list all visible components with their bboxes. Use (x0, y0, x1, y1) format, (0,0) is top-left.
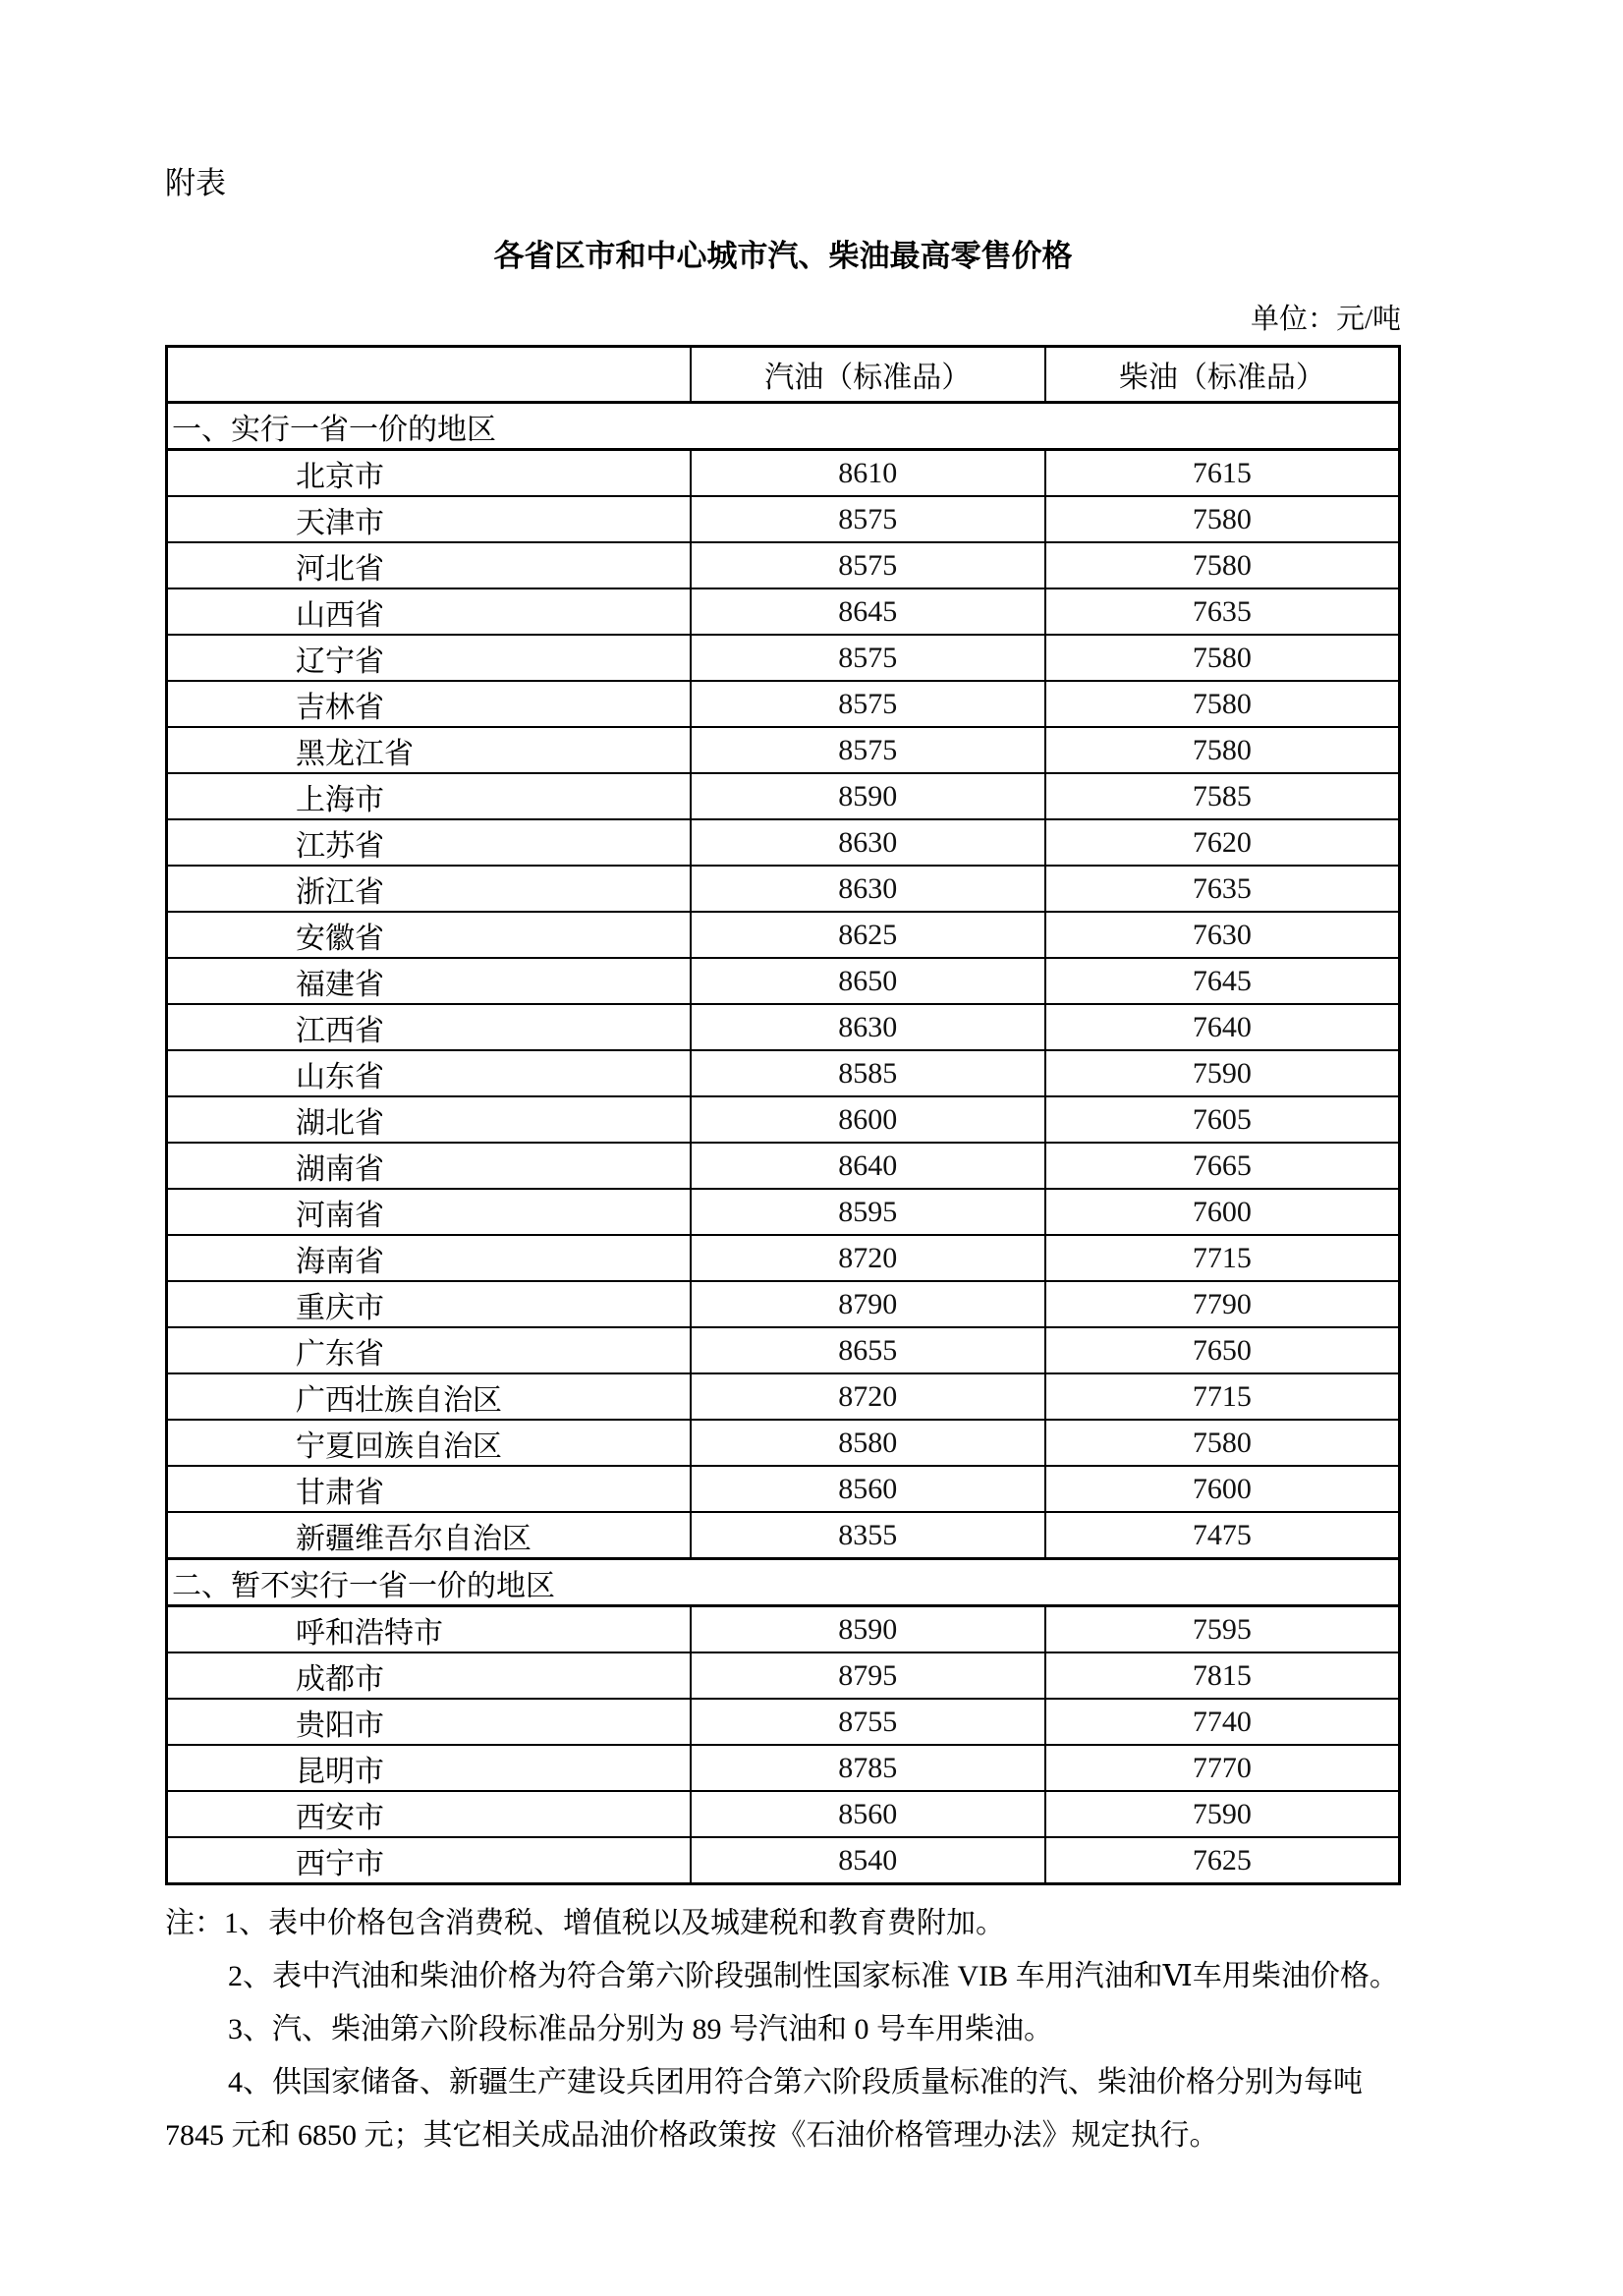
region-cell: 西安市 (167, 1791, 691, 1837)
annex-label: 附表 (165, 166, 226, 200)
gasoline-price-cell: 8645 (691, 588, 1045, 635)
table-row (167, 819, 1400, 866)
region-cell: 呼和浩特市 (167, 1606, 691, 1653)
gasoline-price-cell: 8795 (691, 1652, 1045, 1699)
region-cell: 北京市 (167, 450, 691, 497)
diesel-price-cell: 7635 (1045, 588, 1400, 635)
gasoline-price-cell: 8785 (691, 1745, 1045, 1791)
region-cell: 黑龙江省 (167, 727, 691, 773)
table-row (167, 1143, 1400, 1189)
page-title: 各省区市和中心城市汽、柴油最高零售价格 (493, 239, 1073, 274)
note-line: 2、表中汽油和柴油价格为符合第六阶段强制性国家标准 VIB 车用汽油和Ⅵ车用柴油价格。 (228, 1960, 1399, 1993)
column-header-diesel: 柴油（标准品） (1045, 347, 1400, 403)
table-row (167, 1791, 1400, 1837)
table-row (167, 1327, 1400, 1373)
table-row (167, 1512, 1400, 1559)
region-cell: 浙江省 (167, 866, 691, 912)
note-line: 注：1、表中价格包含消费税、增值税以及城建税和教育费附加。 (165, 1907, 1005, 1940)
section-header: 二、暂不实行一省一价的地区 (167, 1559, 1400, 1606)
table-row (167, 1745, 1400, 1791)
table-row (167, 635, 1400, 681)
table-row (167, 1466, 1400, 1512)
diesel-price-cell: 7580 (1045, 496, 1400, 542)
region-cell: 湖北省 (167, 1096, 691, 1143)
table-row (167, 542, 1400, 588)
notes-block (165, 1897, 1401, 2162)
diesel-price-cell: 7625 (1045, 1837, 1400, 1884)
diesel-price-cell: 7630 (1045, 912, 1400, 958)
gasoline-price-cell: 8650 (691, 958, 1045, 1004)
diesel-price-cell: 7815 (1045, 1652, 1400, 1699)
table-row (167, 727, 1400, 773)
region-cell: 广东省 (167, 1327, 691, 1373)
gasoline-price-cell: 8580 (691, 1420, 1045, 1466)
table-row (167, 496, 1400, 542)
diesel-price-cell: 7665 (1045, 1143, 1400, 1189)
region-cell: 西宁市 (167, 1837, 691, 1884)
diesel-price-cell: 7615 (1045, 450, 1400, 497)
diesel-price-cell: 7715 (1045, 1373, 1400, 1420)
region-cell: 湖南省 (167, 1143, 691, 1189)
diesel-price-cell: 7770 (1045, 1745, 1400, 1791)
region-cell: 辽宁省 (167, 635, 691, 681)
price-table-body (167, 403, 1400, 1884)
diesel-price-cell: 7790 (1045, 1281, 1400, 1327)
diesel-price-cell: 7580 (1045, 681, 1400, 727)
region-cell: 甘肃省 (167, 1466, 691, 1512)
gasoline-price-cell: 8640 (691, 1143, 1045, 1189)
table-row (167, 1420, 1400, 1466)
table-row (167, 773, 1400, 819)
diesel-price-cell: 7645 (1045, 958, 1400, 1004)
gasoline-price-cell: 8355 (691, 1512, 1045, 1559)
table-row (167, 681, 1400, 727)
gasoline-price-cell: 8540 (691, 1837, 1045, 1884)
diesel-price-cell: 7595 (1045, 1606, 1400, 1653)
diesel-price-cell: 7640 (1045, 1004, 1400, 1050)
gasoline-price-cell: 8755 (691, 1699, 1045, 1745)
region-cell: 山西省 (167, 588, 691, 635)
table-row (167, 1373, 1400, 1420)
region-cell: 昆明市 (167, 1745, 691, 1791)
region-cell: 海南省 (167, 1235, 691, 1281)
gasoline-price-cell: 8630 (691, 1004, 1045, 1050)
table-row (167, 1652, 1400, 1699)
diesel-price-cell: 7715 (1045, 1235, 1400, 1281)
price-table (165, 345, 1401, 1885)
gasoline-price-cell: 8590 (691, 1606, 1045, 1653)
diesel-price-cell: 7580 (1045, 635, 1400, 681)
diesel-price-cell: 7590 (1045, 1050, 1400, 1096)
diesel-price-cell: 7650 (1045, 1327, 1400, 1373)
diesel-price-cell: 7475 (1045, 1512, 1400, 1559)
gasoline-price-cell: 8560 (691, 1791, 1045, 1837)
region-cell: 吉林省 (167, 681, 691, 727)
diesel-price-cell: 7600 (1045, 1466, 1400, 1512)
region-cell: 天津市 (167, 496, 691, 542)
diesel-price-cell: 7585 (1045, 773, 1400, 819)
region-cell: 福建省 (167, 958, 691, 1004)
note-line: 4、供国家储备、新疆生产建设兵团用符合第六阶段质量标准的汽、柴油价格分别为每吨 7845 元和 6850 元；其它相关成品油价格政策按《石油价格管理办法》规定执行。 (165, 2066, 1363, 2153)
section-header: 一、实行一省一价的地区 (167, 403, 1400, 450)
region-cell: 广西壮族自治区 (167, 1373, 691, 1420)
gasoline-price-cell: 8720 (691, 1373, 1045, 1420)
diesel-price-cell: 7635 (1045, 866, 1400, 912)
table-row (167, 1837, 1400, 1884)
table-row (167, 866, 1400, 912)
table-row (167, 450, 1400, 497)
diesel-price-cell: 7605 (1045, 1096, 1400, 1143)
diesel-price-cell: 7580 (1045, 1420, 1400, 1466)
note-line: 3、汽、柴油第六阶段标准品分别为 89 号汽油和 0 号车用柴油。 (228, 2013, 1053, 2046)
document-content (165, 165, 1401, 2162)
gasoline-price-cell: 8560 (691, 1466, 1045, 1512)
table-row (167, 1050, 1400, 1096)
column-header-gasoline: 汽油（标准品） (691, 347, 1045, 403)
diesel-price-cell: 7740 (1045, 1699, 1400, 1745)
region-cell: 河北省 (167, 542, 691, 588)
gasoline-price-cell: 8720 (691, 1235, 1045, 1281)
table-row (167, 588, 1400, 635)
gasoline-price-cell: 8585 (691, 1050, 1045, 1096)
diesel-price-cell: 7600 (1045, 1189, 1400, 1235)
gasoline-price-cell: 8655 (691, 1327, 1045, 1373)
gasoline-price-cell: 8625 (691, 912, 1045, 958)
gasoline-price-cell: 8790 (691, 1281, 1045, 1327)
table-row (167, 912, 1400, 958)
gasoline-price-cell: 8630 (691, 819, 1045, 866)
region-cell: 新疆维吾尔自治区 (167, 1512, 691, 1559)
gasoline-price-cell: 8595 (691, 1189, 1045, 1235)
region-cell: 宁夏回族自治区 (167, 1420, 691, 1466)
diesel-price-cell: 7620 (1045, 819, 1400, 866)
gasoline-price-cell: 8600 (691, 1096, 1045, 1143)
gasoline-price-cell: 8575 (691, 681, 1045, 727)
table-row (167, 1235, 1400, 1281)
diesel-price-cell: 7590 (1045, 1791, 1400, 1837)
region-cell: 山东省 (167, 1050, 691, 1096)
section-row (167, 403, 1400, 450)
gasoline-price-cell: 8575 (691, 542, 1045, 588)
table-row (167, 1606, 1400, 1653)
region-cell: 河南省 (167, 1189, 691, 1235)
region-cell: 安徽省 (167, 912, 691, 958)
region-cell: 上海市 (167, 773, 691, 819)
region-cell: 江苏省 (167, 819, 691, 866)
unit-label: 单位：元/吨 (1250, 304, 1401, 336)
table-row (167, 1096, 1400, 1143)
diesel-price-cell: 7580 (1045, 542, 1400, 588)
region-cell: 江西省 (167, 1004, 691, 1050)
gasoline-price-cell: 8630 (691, 866, 1045, 912)
region-cell: 贵阳市 (167, 1699, 691, 1745)
region-cell: 重庆市 (167, 1281, 691, 1327)
table-row (167, 1699, 1400, 1745)
column-header-region (167, 347, 691, 403)
table-row (167, 1189, 1400, 1235)
gasoline-price-cell: 8575 (691, 496, 1045, 542)
gasoline-price-cell: 8610 (691, 450, 1045, 497)
gasoline-price-cell: 8590 (691, 773, 1045, 819)
region-cell: 成都市 (167, 1652, 691, 1699)
price-table-header-row (167, 347, 1400, 403)
gasoline-price-cell: 8575 (691, 727, 1045, 773)
table-row (167, 958, 1400, 1004)
diesel-price-cell: 7580 (1045, 727, 1400, 773)
table-row (167, 1004, 1400, 1050)
table-row (167, 1281, 1400, 1327)
gasoline-price-cell: 8575 (691, 635, 1045, 681)
section-row (167, 1559, 1400, 1606)
